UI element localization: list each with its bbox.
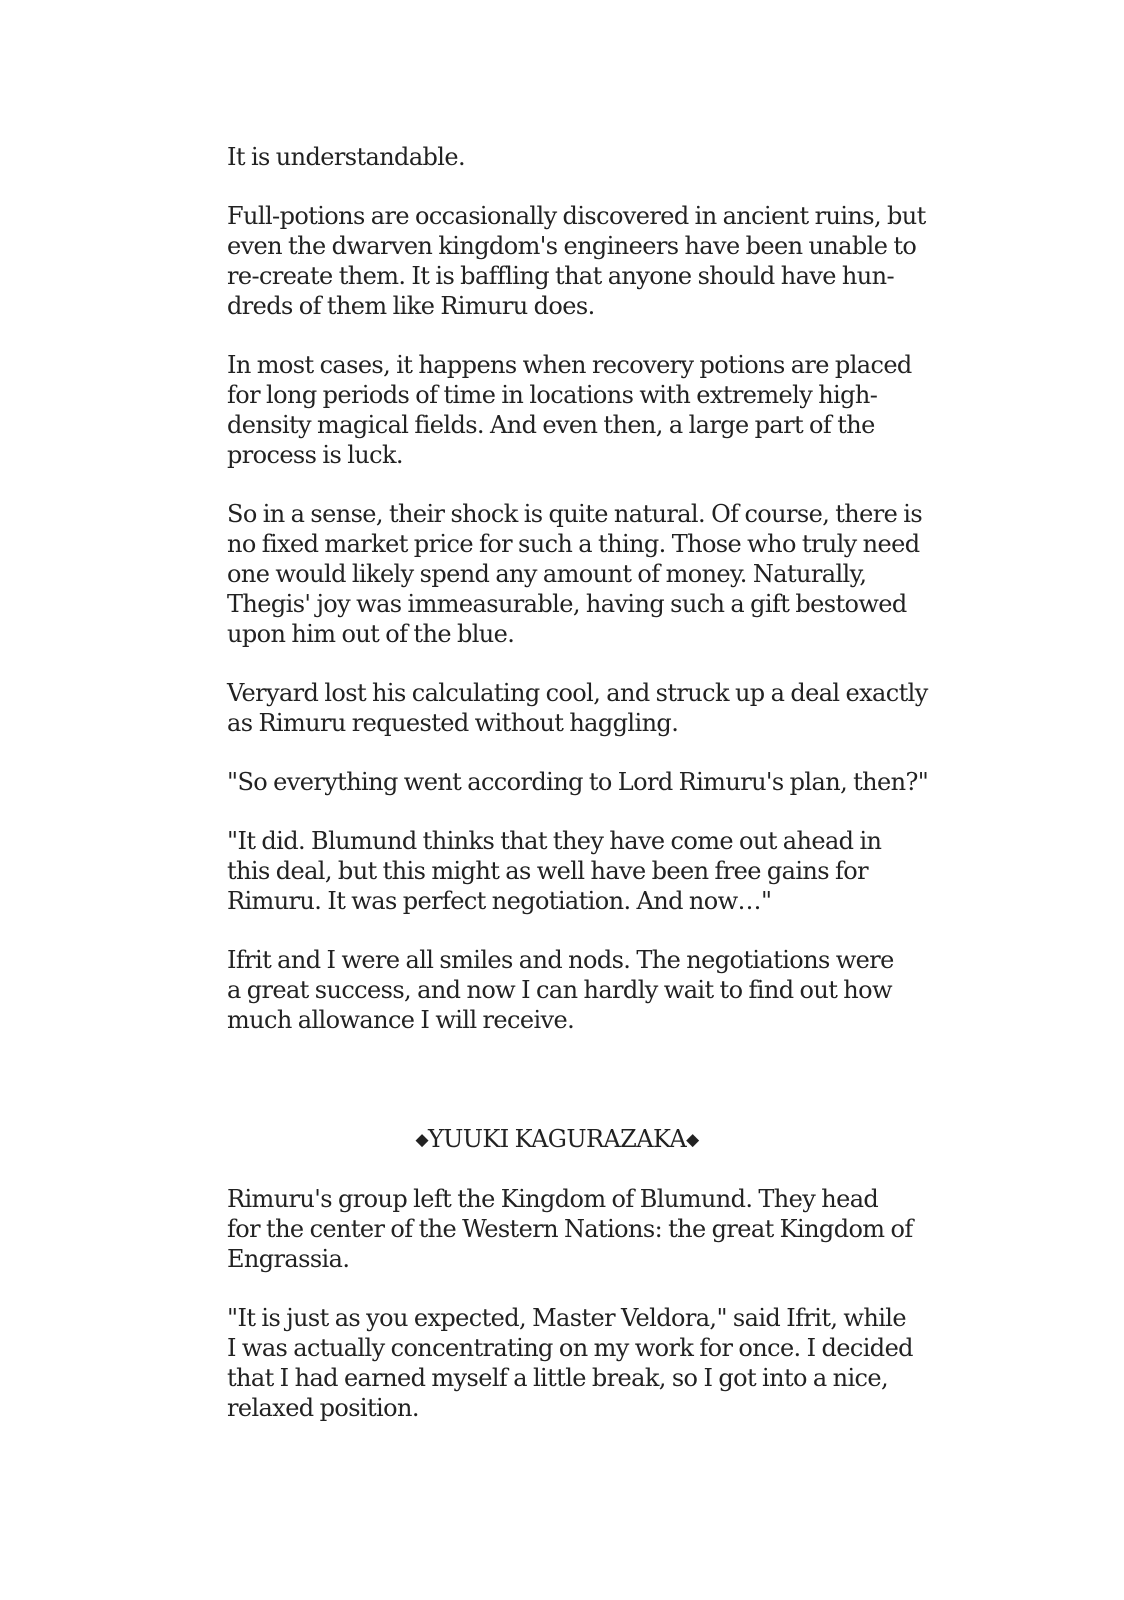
paragraph	[227, 1184, 913, 1274]
text-line: for the center of the Western Nations: the great Kingdom of	[227, 1215, 913, 1243]
paragraph	[227, 1303, 913, 1423]
text-line: even the dwarven kingdom's engineers have been unable to	[227, 232, 917, 260]
paragraph	[227, 767, 929, 797]
text-line: dreds of them like Rimuru does.	[227, 292, 595, 320]
paragraph	[227, 142, 887, 172]
bottom-paragraphs	[227, 1184, 913, 1423]
text-line: that I had earned myself a little break, so I got into a nice,	[227, 1364, 889, 1392]
text-line: density magical fields. And even then, a large part of the	[227, 411, 875, 439]
text-line: "So everything went according to Lord Rimuru's plan, then?"	[227, 768, 929, 796]
text-line: I was actually concentrating on my work for once. I decided	[227, 1334, 913, 1362]
text-line: relaxed position.	[227, 1394, 419, 1422]
text-line: as Rimuru requested without haggling.	[227, 709, 679, 737]
text-line: much allowance I will receive.	[227, 1006, 575, 1034]
paragraph	[227, 201, 926, 321]
text-line: In most cases, it happens when recovery potions are placed	[227, 351, 912, 379]
text-line: Full-potions are occasionally discovered in ancient ruins, but	[227, 202, 926, 230]
text-line: Rimuru. It was perfect negotiation. And now…"	[227, 887, 772, 915]
paragraph	[227, 678, 928, 738]
text-line: for long periods of time in locations with extremely high-	[227, 381, 878, 409]
text-line: Thegis' joy was immeasurable, having such a gift bestowed	[227, 590, 907, 618]
text-line: Veryard lost his calculating cool, and struck up a deal exactly	[227, 679, 928, 707]
paragraph	[227, 826, 887, 916]
text-line: re-create them. It is baffling that anyone should have hun-	[227, 262, 894, 290]
text-line: It is understandable.	[227, 143, 465, 171]
text-line: "It did. Blumund thinks that they have come out ahead in	[227, 827, 882, 855]
text-line: one would likely spend any amount of money. Naturally,	[227, 560, 867, 588]
diamond-ornament-right: ◆	[686, 1130, 699, 1150]
paragraph	[227, 350, 912, 470]
text-line: upon him out of the blue.	[227, 620, 515, 648]
text-line: "It is just as you expected, Master Veldora," said Ifrit, while	[227, 1304, 906, 1332]
page-text	[227, 142, 929, 1452]
section-break	[227, 1064, 887, 1124]
section-heading	[227, 1124, 887, 1155]
text-line: Ifrit and I were all smiles and nods. The negotiations were	[227, 946, 894, 974]
text-line: Rimuru's group left the Kingdom of Blumund. They head	[227, 1185, 879, 1213]
section-heading-text: YUUKI KAGURAZAKA	[427, 1125, 687, 1153]
top-paragraphs	[227, 142, 929, 1035]
text-line: this deal, but this might as well have been free gains for	[227, 857, 869, 885]
text-line: a great success, and now I can hardly wait to find out how	[227, 976, 892, 1004]
paragraph	[227, 499, 923, 649]
text-line: no fixed market price for such a thing. Those who truly need	[227, 530, 920, 558]
paragraph	[227, 945, 894, 1035]
text-line: Engrassia.	[227, 1245, 350, 1273]
text-line: So in a sense, their shock is quite natural. Of course, there is	[227, 500, 923, 528]
diamond-ornament-left: ◆	[415, 1130, 428, 1150]
text-line: process is luck.	[227, 441, 403, 469]
